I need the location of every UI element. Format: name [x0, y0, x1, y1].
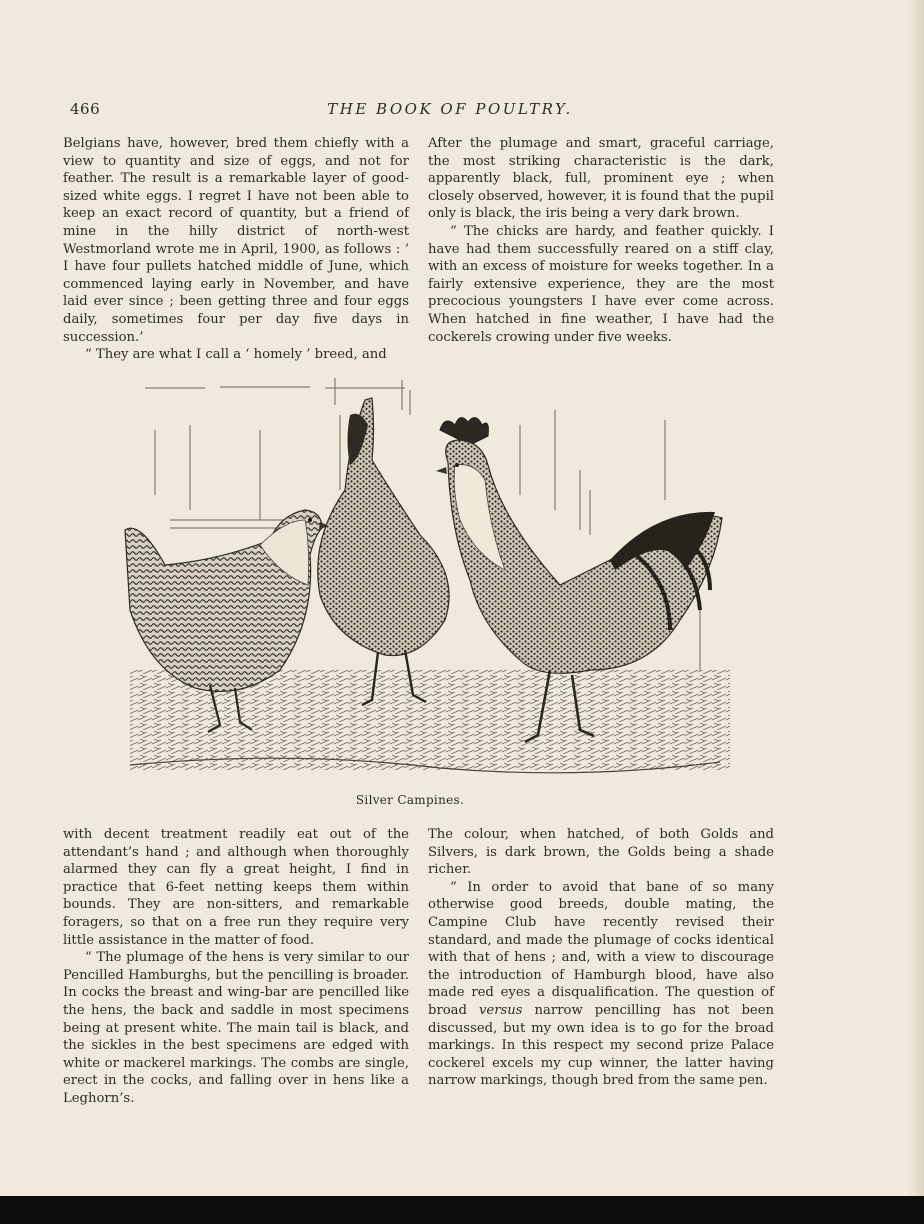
text-run: narrow pencilling has not been discussed, but my own idea is to go for the broad markings. In this respect my second prize Palace cockerel excels my cup winner, the latter having narrow markings, though bred from the same pen.	[428, 1002, 775, 1089]
paragraph: “ The chicks are hardy, and feather quickly. I have had them successfully reared on a stiff clay, with an excess of moisture for weeks together. In a fairly extensive experience, they are the most precocious youngsters I have ever come across. When hatched in fine weather, I have had the cockerels crowing under five weeks.	[428, 223, 774, 345]
column-top-right	[428, 135, 774, 346]
scan-bottom-edge	[0, 1196, 924, 1224]
page-right-edge	[905, 0, 924, 1196]
paragraph: with decent treatment readily eat out of the attendant’s hand ; and although when thoroughly alarmed they can fly a great height, I find in practice that 6-feet netting keeps them within bounds. They are non-sitters, and remarkable foragers, so that on a free run they require very little assistance in the matter of food.	[63, 827, 409, 948]
running-title: THE BOOK OF POULTRY.	[327, 100, 573, 118]
paragraph: “ They are what I call a ‘ homely ’ breed, and	[85, 347, 387, 363]
silver-campines-illustration	[110, 370, 740, 790]
text-run: “ In order to avoid that bane of so many otherwise good breeds, double mating, the Campine Club have recently revised their standard, and made the plumage of cocks identical with that of hens ; and, with a view to discourage the introduction of Hamburgh blood, have also made red eyes a disqualification. The question of broad	[428, 879, 774, 1018]
paragraph: “ The plumage of the hens is very similar to our Pencilled Hamburghs, but the pencilling is broader. In cocks the breast and wing-bar are pencilled like the hens, the back and saddle in most specimens being at present white. The main tail is black, and the sickles in the best specimens are edged with white or mackerel markings. The combs are single, erect in the cocks, and falling over in hens like a Leghorn’s.	[63, 950, 409, 1106]
column-bottom-left	[63, 826, 409, 1108]
paragraph: After the plumage and smart, graceful carriage, the most striking characteristic is the dark, apparently black, full, prominent eye ; when closely observed, however, it is found that the pupil only is black, the iris being a very dark brown.	[428, 136, 774, 222]
crowing-cock	[318, 398, 449, 705]
figure-caption: Silver Campines.	[355, 793, 465, 807]
column-bottom-right	[428, 826, 774, 1090]
paragraph: The colour, when hatched, of both Golds and Silvers, is dark brown, the Golds being a shade richer.	[428, 827, 774, 878]
column-top-left	[63, 135, 409, 364]
italic-term: versus	[478, 1002, 523, 1018]
paragraph: Belgians have, however, bred them chiefly with a view to quantity and size of eggs, and not for feather. The result is a remarkable layer of good-sized white eggs. I regret I have not been able to keep an exact record of quantity, but a friend of mine in the hilly district of north-west Westmorland wrote me in April, 1900, as follows : ‘ I have four pullets hatched middle of June, which commenced laying early in November, and have laid ever since ; been getting three and four eggs daily, sometimes four per day five days in succession.’	[63, 136, 409, 345]
page-number: 466	[70, 100, 101, 118]
paragraph	[428, 879, 774, 1090]
